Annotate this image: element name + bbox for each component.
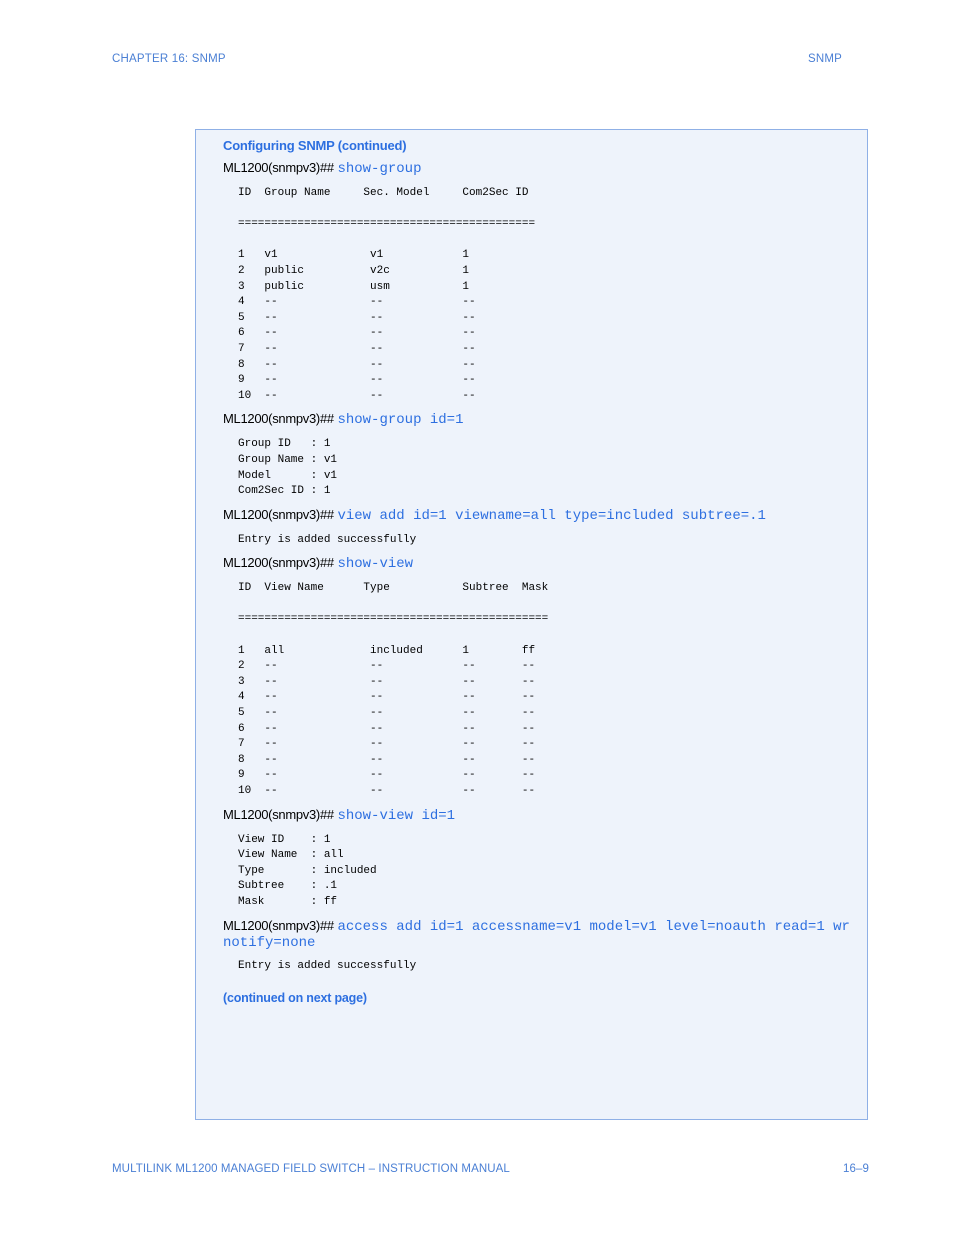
continued-note: (continued on next page) bbox=[223, 991, 367, 1006]
panel-title: Configuring SNMP (continued) bbox=[223, 138, 407, 153]
command-output: Group ID : 1 Group Name : v1 Model : v1 Com2Sec ID : 1 bbox=[238, 438, 338, 498]
section-header: SNMP bbox=[808, 53, 843, 65]
cli-prompt: ML1200(snmpv3)## bbox=[223, 806, 334, 822]
cli-prompt: ML1200(snmpv3)## bbox=[223, 917, 334, 933]
cli-prompt: ML1200(snmpv3)## bbox=[223, 555, 334, 571]
command-output: Entry is added successfully bbox=[238, 959, 417, 972]
cli-prompt: ML1200(snmpv3)## bbox=[223, 506, 334, 522]
command-line bbox=[223, 807, 867, 824]
page-number: 16–9 bbox=[843, 1163, 869, 1175]
command-text: show-group id=1 bbox=[337, 412, 464, 429]
command-output: ID Group Name Sec. Model Com2Sec ID ============================================= 1 v1 v1 1 2 public v2c 1 3 public usm 1 4 -- -- -- 5 -- -- -- 6 -- -- -- 7 -- -- -- 8 -- -- -- 9 -- -- -- 10 -- -- -- bbox=[238, 187, 536, 402]
command-text: access add id=1 accessname=v1 model=v1 level=noauth read=1 wr bbox=[337, 918, 850, 935]
command-line bbox=[223, 411, 867, 428]
command-line bbox=[223, 160, 867, 177]
chapter-header: CHAPTER 16: SNMP bbox=[112, 53, 226, 65]
command-output: ID View Name Type Subtree Mask =============================================== 1 all included 1 ff 2 -- -- -- -- 3 -- -- -- -- 4 -- -- -- -- 5 -- -- -- -- 6 -- -- -- -- 7 -- -- -- -- 8 -- -- -- -- 9 -- -- -- -- 10 -- -- -- -- bbox=[238, 582, 549, 797]
panel-content bbox=[223, 137, 867, 1005]
cli-prompt: ML1200(snmpv3)## bbox=[223, 411, 334, 427]
command-text: show-view bbox=[337, 556, 414, 573]
example-panel bbox=[195, 129, 868, 1120]
cli-prompt: ML1200(snmpv3)## bbox=[223, 160, 334, 175]
command-output: View ID : 1 View Name : all Type : included Subtree : .1 Mask : ff bbox=[238, 833, 377, 908]
command-text: show-view id=1 bbox=[337, 807, 456, 824]
command-output: Entry is added successfully bbox=[238, 533, 417, 546]
manual-footer: MULTILINK ML1200 MANAGED FIELD SWITCH – INSTRUCTION MANUAL bbox=[112, 1163, 510, 1175]
command-line bbox=[223, 555, 867, 572]
command-line bbox=[223, 507, 867, 524]
command-line bbox=[223, 918, 867, 935]
command-text: show-group bbox=[337, 161, 422, 177]
command-text-continued: notify=none bbox=[223, 934, 316, 951]
command-text: view add id=1 viewname=all type=included subtree=.1 bbox=[337, 507, 766, 524]
